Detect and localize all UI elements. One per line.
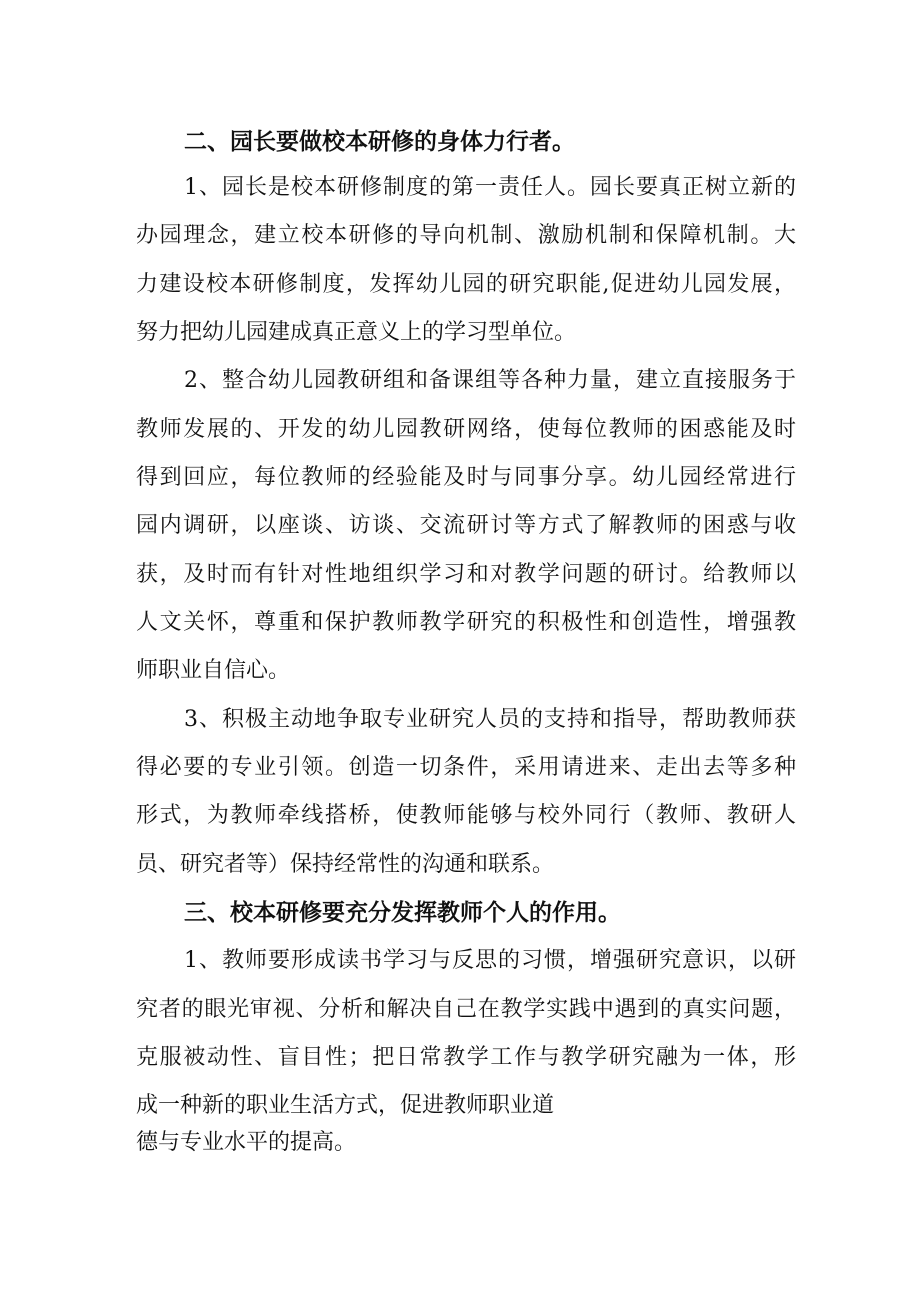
paragraph-line: 员、研究者等）保持经常性的沟通和联系。 bbox=[136, 852, 555, 877]
paragraph-line: 形式，为教师牵线搭桥，使教师能够与校外同行（教师、教研人 bbox=[136, 803, 796, 828]
paragraph-line: 1、园长是校本研修制度的第一责任人。园长要真正树立新的 bbox=[184, 175, 796, 200]
paragraph-line: 3、积极主动地争取专业研究人员的支持和指导，帮助教师获 bbox=[184, 707, 796, 732]
paragraph-line: 德与专业水平的提高。 bbox=[136, 1130, 357, 1155]
section-2-heading: 二、园长要做校本研修的身体力行者。 bbox=[184, 129, 575, 155]
paragraph-line: 1、教师要形成读书学习与反思的习惯，增强研究意识，以研 bbox=[184, 948, 796, 973]
paragraph-line: 力建设校本研修制度，发挥幼儿园的研究职能,促进幼儿园发展， bbox=[136, 272, 796, 297]
paragraph-line: 教师发展的、开发的幼儿园教研网络，使每位教师的困惑能及时 bbox=[136, 417, 796, 442]
paragraph-line: 努力把幼儿园建成真正意义上的学习型单位。 bbox=[136, 320, 577, 345]
paragraph-line: 师职业自信心。 bbox=[136, 658, 291, 683]
paragraph-line: 克服被动性、盲目性；把日常教学工作与教学研究融为一体，形 bbox=[136, 1045, 796, 1070]
paragraph-line: 得到回应，每位教师的经验能及时与同事分享。幼儿园经常进行 bbox=[136, 465, 796, 490]
paragraph-line: 究者的眼光审视、分析和解决自己在教学实践中遇到的真实问题， bbox=[136, 997, 796, 1022]
paragraph-line: 得必要的专业引领。创造一切条件，采用请进来、走出去等多种 bbox=[136, 755, 796, 780]
paragraph-line: 园内调研，以座谈、访谈、交流研讨等方式了解教师的困惑与收 bbox=[136, 513, 796, 538]
paragraph-line: 成一种新的职业生活方式，促进教师职业道 bbox=[136, 1093, 555, 1118]
paragraph-line: 人文关怀，尊重和保护教师教学研究的积极性和创造性，增强教 bbox=[136, 610, 796, 635]
paragraph-line: 获，及时而有针对性地组织学习和对教学问题的研讨。给教师以 bbox=[136, 562, 796, 587]
paragraph-line: 2、整合幼儿园教研组和备课组等各种力量，建立直接服务于 bbox=[184, 368, 796, 393]
section-3-heading: 三、校本研修要充分发挥教师个人的作用。 bbox=[184, 900, 621, 926]
paragraph-line: 办园理念，建立校本研修的导向机制、激励机制和保障机制。大 bbox=[136, 223, 796, 248]
